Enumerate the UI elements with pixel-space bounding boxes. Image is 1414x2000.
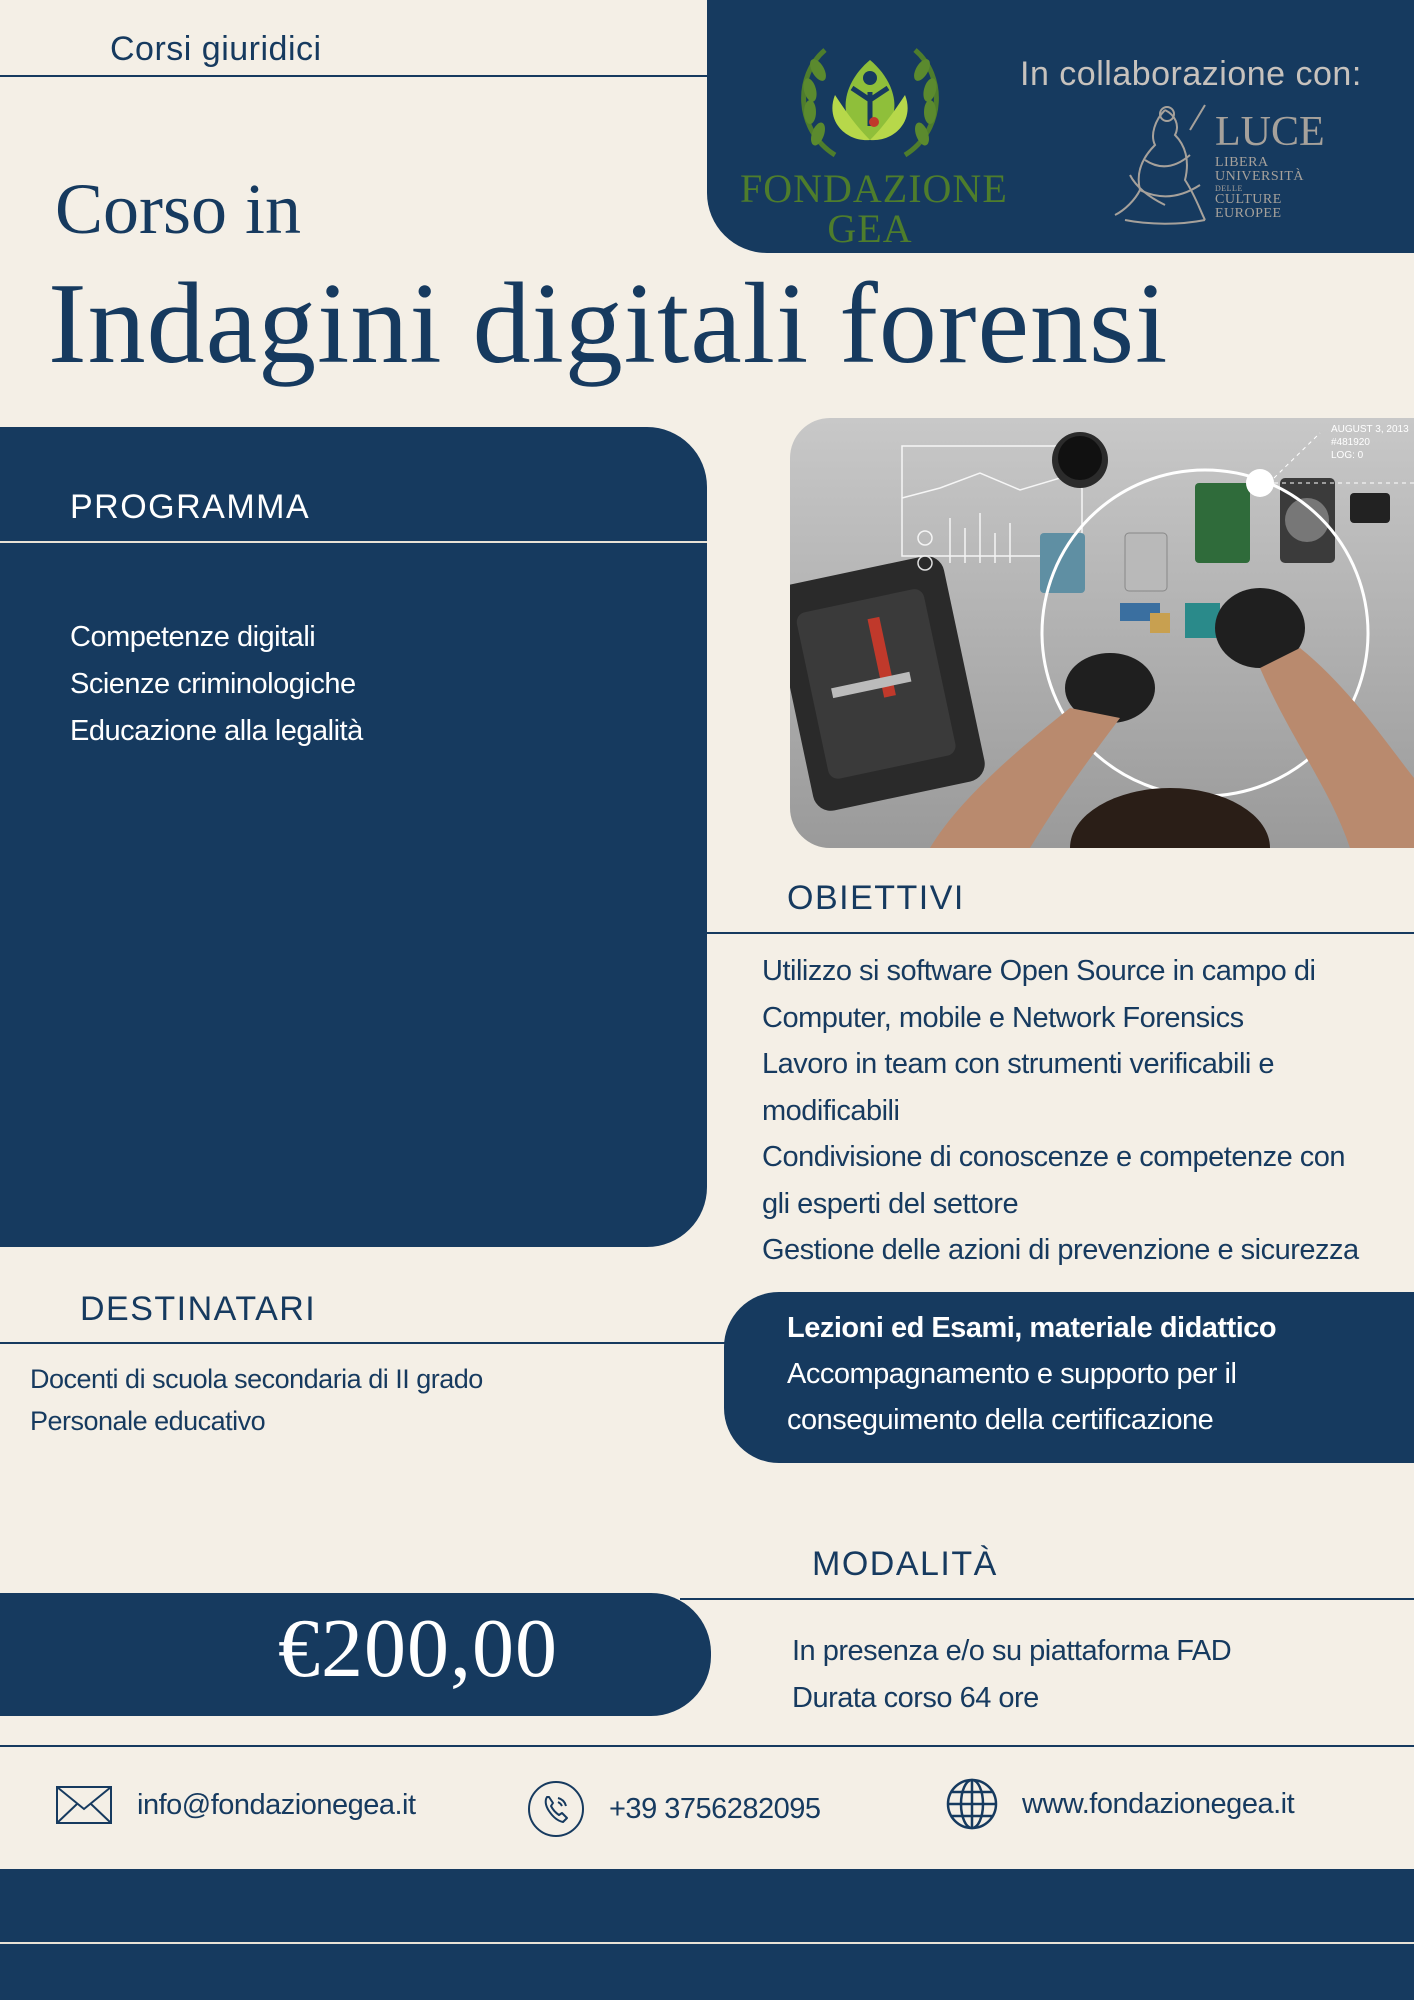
luce-title: LUCE bbox=[1215, 109, 1325, 155]
obiettivi-list bbox=[762, 948, 1402, 1274]
gea-emblem-icon bbox=[740, 30, 1000, 165]
luce-sub-line: DELLE bbox=[1215, 184, 1243, 193]
header-divider bbox=[0, 75, 707, 77]
list-item: Lavoro in team con strumenti verificabili e bbox=[762, 1048, 1275, 1080]
website-contact[interactable] bbox=[946, 1778, 1294, 1830]
luce-sub-line: CULTURE bbox=[1215, 192, 1282, 207]
phone-number[interactable]: +39 3756282095 bbox=[609, 1792, 821, 1825]
luce-subtitle bbox=[1215, 156, 1304, 221]
destinatari-divider bbox=[0, 1342, 725, 1344]
lezioni-line: conseguimento della certificazione bbox=[787, 1404, 1214, 1436]
website-link[interactable]: www.fondazionegea.it bbox=[1022, 1787, 1295, 1820]
category-label: Corsi giuridici bbox=[110, 30, 322, 68]
list-item: Competenze digitali bbox=[70, 621, 316, 653]
list-item: Docenti di scuola secondaria di II grado bbox=[30, 1364, 483, 1394]
list-item: In presenza e/o su piattaforma FAD bbox=[792, 1635, 1232, 1667]
phone-contact[interactable] bbox=[527, 1780, 821, 1838]
list-item: gli esperti del settore bbox=[762, 1187, 1019, 1220]
list-item: modificabili bbox=[762, 1094, 900, 1127]
destinatari-list bbox=[30, 1358, 483, 1442]
modalita-list bbox=[792, 1628, 1231, 1722]
course-title-prefix: Corso in bbox=[55, 169, 302, 249]
list-item: Condivisione di conoscenze e competenze con bbox=[762, 1141, 1346, 1173]
gea-name-line1: FONDAZIONE bbox=[740, 166, 1008, 211]
programma-panel bbox=[0, 427, 707, 1247]
programma-divider bbox=[0, 541, 707, 543]
obiettivi-heading: OBIETTIVI bbox=[787, 879, 965, 917]
list-item: Educazione alla legalità bbox=[70, 715, 363, 747]
footer-band bbox=[0, 1869, 1414, 2000]
lezioni-bold-line: Lezioni ed Esami, materiale didattico bbox=[787, 1312, 1277, 1344]
forensics-photo bbox=[790, 418, 1414, 848]
list-item: Computer, mobile e Network Forensics bbox=[762, 1001, 1244, 1034]
fondazione-gea-logo bbox=[740, 30, 1008, 251]
email-contact[interactable] bbox=[55, 1785, 416, 1825]
globe-icon bbox=[946, 1778, 998, 1830]
course-price: €200,00 bbox=[278, 1602, 558, 1695]
email-link[interactable]: info@fondazionegea.it bbox=[137, 1788, 416, 1821]
list-item: Personale educativo bbox=[30, 1406, 266, 1436]
luce-figure-icon bbox=[1105, 100, 1215, 230]
lezioni-text bbox=[787, 1305, 1276, 1443]
list-item: Durata corso 64 ore bbox=[792, 1682, 1039, 1714]
list-item: Gestione delle azioni di prevenzione e sicurezza bbox=[762, 1234, 1359, 1266]
luce-sub-line: UNIVERSITÀ bbox=[1215, 169, 1304, 184]
obiettivi-divider bbox=[707, 932, 1414, 934]
luce-sub-line: LIBERA bbox=[1215, 155, 1269, 170]
modalita-divider bbox=[680, 1598, 1414, 1600]
programma-heading: PROGRAMMA bbox=[70, 488, 311, 526]
lezioni-line: Accompagnamento e supporto per il bbox=[787, 1358, 1237, 1390]
course-title: Indagini digitali forensi bbox=[48, 260, 1169, 388]
photo-overlay-text: #481920 bbox=[1331, 437, 1370, 448]
phone-icon bbox=[527, 1780, 585, 1838]
destinatari-heading: DESTINATARI bbox=[80, 1290, 317, 1328]
photo-overlay-text: LOG: 0 bbox=[1331, 450, 1364, 461]
modalita-heading: MODALITÀ bbox=[812, 1545, 998, 1583]
contacts-divider bbox=[0, 1745, 1414, 1747]
collaboration-label: In collaborazione con: bbox=[1020, 55, 1362, 93]
photo-overlay-text: AUGUST 3, 2013 bbox=[1331, 424, 1409, 435]
list-item: Utilizzo si software Open Source in campo di bbox=[762, 955, 1316, 987]
mail-icon bbox=[55, 1785, 113, 1825]
luce-logo bbox=[1105, 100, 1335, 230]
gea-name-line2: GEA bbox=[827, 206, 913, 251]
list-item: Scienze criminologiche bbox=[70, 668, 356, 700]
footer-divider bbox=[0, 1942, 1414, 1944]
programma-list bbox=[70, 614, 363, 755]
luce-sub-line: EUROPEE bbox=[1215, 206, 1282, 221]
